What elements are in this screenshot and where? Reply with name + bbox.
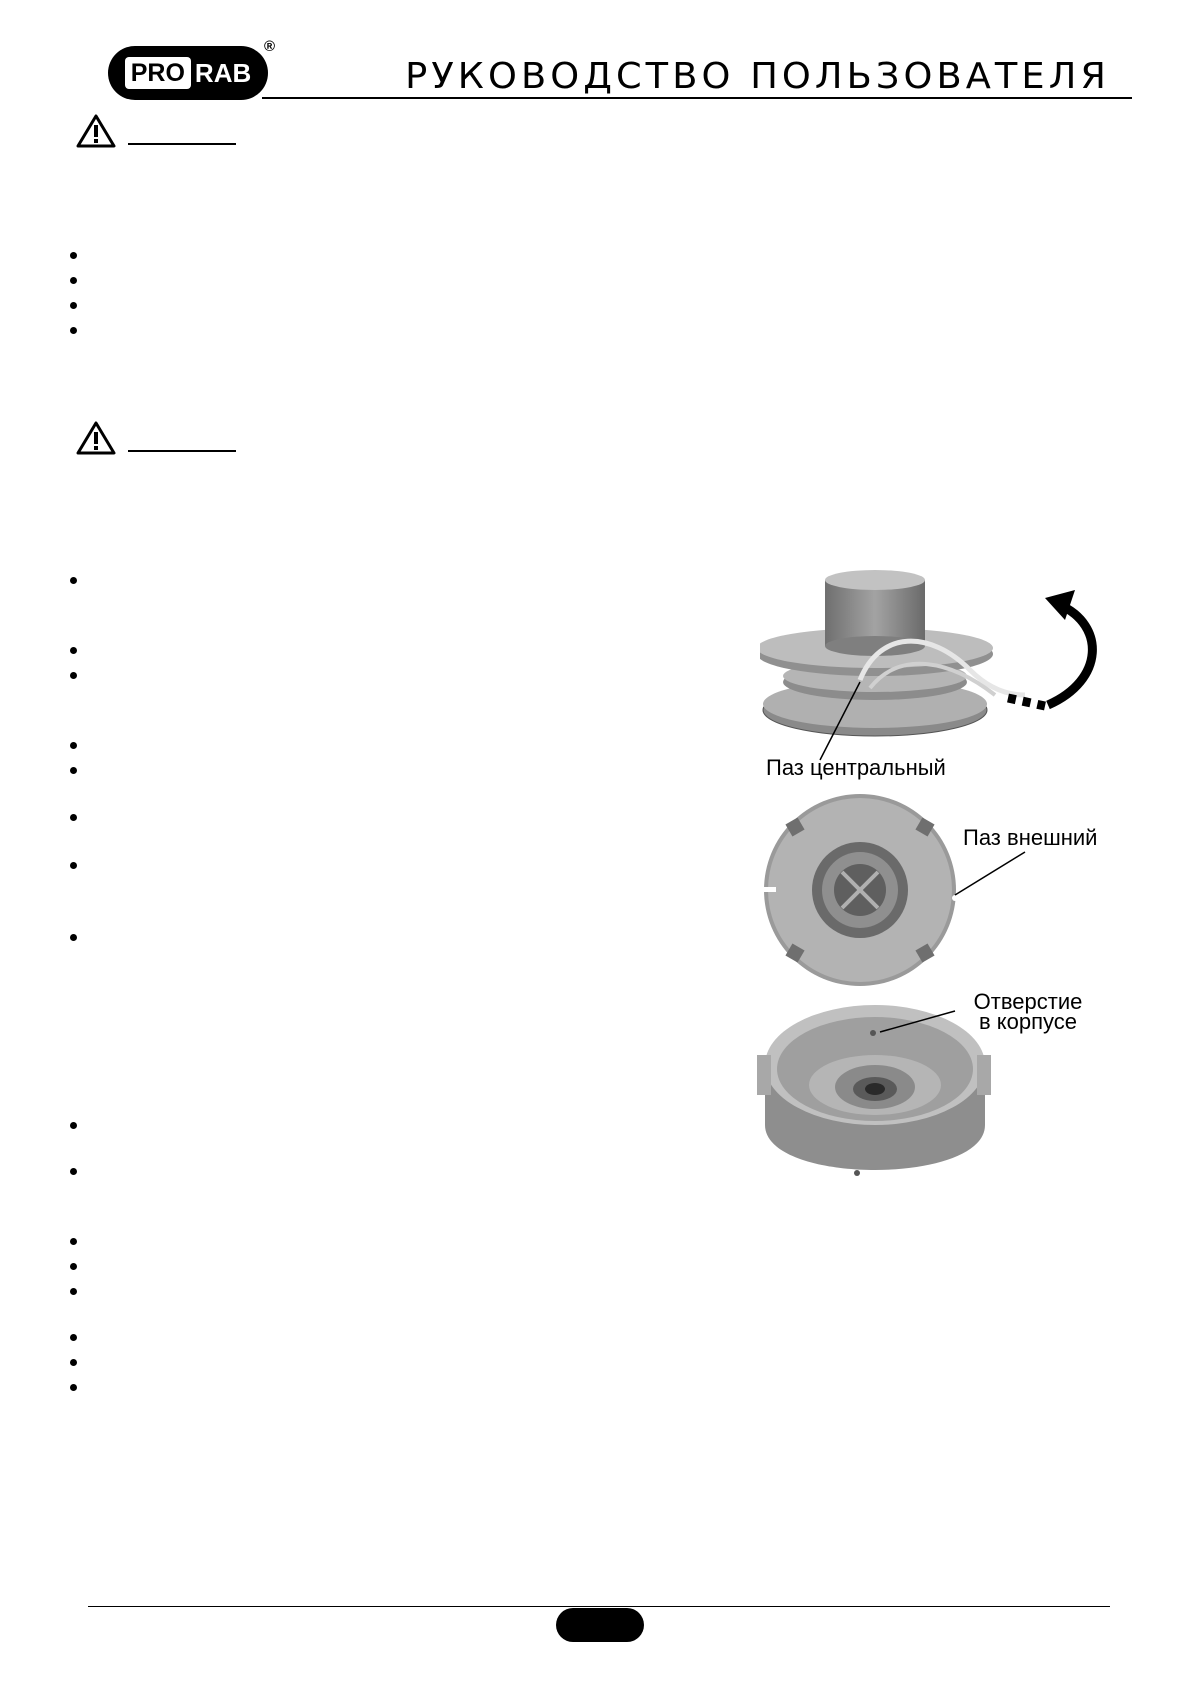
list-bullet bbox=[70, 277, 77, 284]
prorab-logo bbox=[108, 46, 268, 100]
list-bullet bbox=[70, 814, 77, 821]
list-bullet bbox=[70, 742, 77, 749]
footer-divider bbox=[88, 1606, 1110, 1607]
spool-top-view-image bbox=[760, 790, 970, 990]
list-bullet bbox=[70, 767, 77, 774]
list-bullet bbox=[70, 1384, 77, 1391]
list-bullet bbox=[70, 1359, 77, 1366]
page-number-badge bbox=[556, 1608, 644, 1642]
caption-outer-groove: Паз внешний bbox=[963, 825, 1098, 850]
list-bullet bbox=[70, 577, 77, 584]
caption-housing-hole-line2: в корпусе bbox=[978, 1009, 1078, 1034]
list-bullet bbox=[70, 1288, 77, 1295]
list-bullet bbox=[70, 672, 77, 679]
outer-groove-leader-line bbox=[950, 850, 1030, 900]
spool-housing-image bbox=[755, 995, 995, 1195]
list-bullet bbox=[70, 1122, 77, 1129]
list-bullet bbox=[70, 1168, 77, 1175]
list-bullet bbox=[70, 252, 77, 259]
list-bullet bbox=[70, 862, 77, 869]
list-bullet bbox=[70, 302, 77, 309]
list-bullet bbox=[70, 647, 77, 654]
list-bullet bbox=[70, 1334, 77, 1341]
registered-mark: ® bbox=[264, 38, 276, 55]
page-title: РУКОВОДСТВО ПОЛЬЗОВАТЕЛЯ bbox=[405, 56, 1110, 97]
list-bullet bbox=[70, 1238, 77, 1245]
caption-central-groove: Паз центральный bbox=[766, 755, 946, 780]
header-divider bbox=[262, 97, 1132, 99]
logo-rab-text: RAB bbox=[194, 58, 252, 88]
caption-housing-hole-line1: Отверстие bbox=[973, 989, 1083, 1014]
spool-side-view-image bbox=[760, 570, 1120, 770]
warning-heading-underline bbox=[128, 143, 236, 145]
warning-heading-underline bbox=[128, 450, 236, 452]
logo-pro-text: PRO bbox=[125, 57, 191, 89]
warning-triangle-icon bbox=[76, 421, 116, 455]
list-bullet bbox=[70, 327, 77, 334]
warning-triangle-icon bbox=[76, 114, 116, 148]
list-bullet bbox=[70, 934, 77, 941]
list-bullet bbox=[70, 1263, 77, 1270]
